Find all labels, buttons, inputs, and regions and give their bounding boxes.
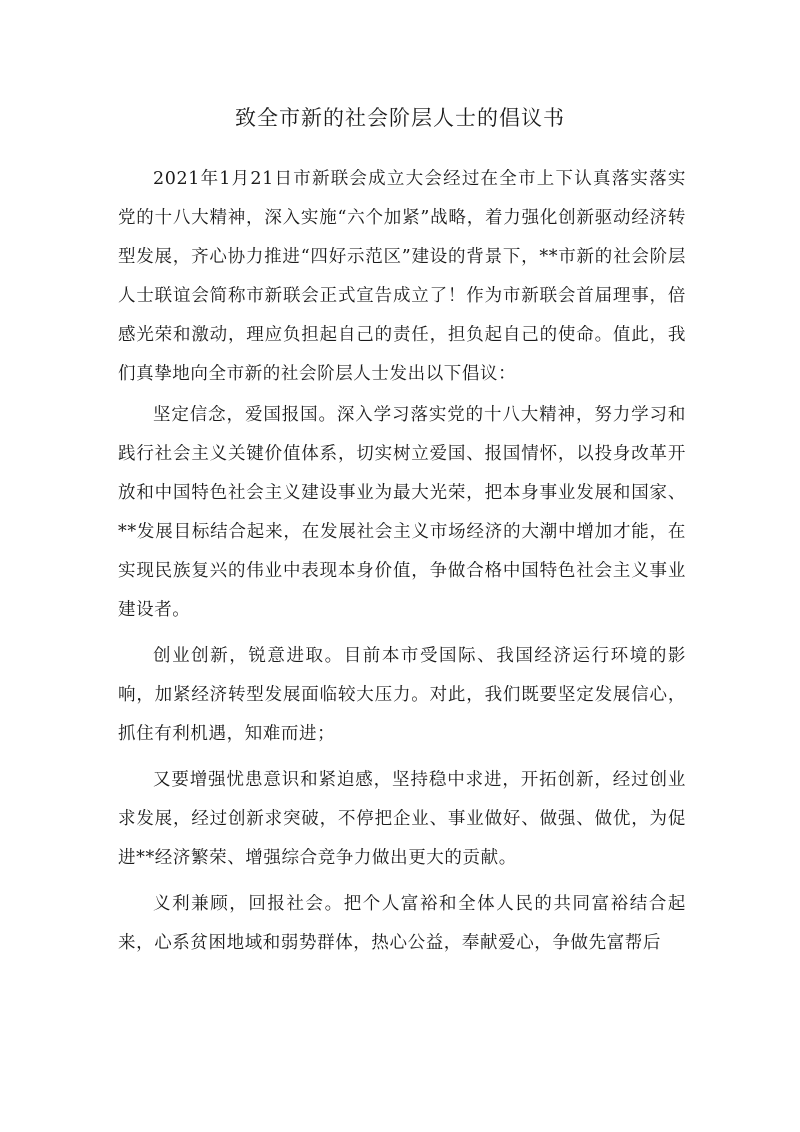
document-title: 致全市新的社会阶层人士的倡议书 (235, 106, 565, 130)
paragraph-belief: 坚定信念，爱国报国。深入学习落实党的十八大精神，努力学习和践行社会主义关键价值体系，切实树立爱国、报国情怀，以投身改革开放和中国特色社会主义建设事业为最大光荣，把本身事业发展和国家、**发展目标结合起来，在发展社会主义市场经济的大潮中增加才能，在实现民族复兴的伟业中表现本身价值，争做合格中国特色社会主义事业建设者。 (118, 405, 686, 620)
paragraph-intro: 2021年1月21日市新联会成立大会经过在全市上下认真落实落实党的十八大精神，深入实施“六个加紧”战略，着力强化创新驱动经济转型发展，齐心协力推进“四好示范区”建设的背景下，**市新的社会阶层人士联谊会简称市新联会正式宣告成立了！作为市新联会首届理事，倍感光荣和激动，理应负担起自己的责任，担负起自己的使命。值此，我们真挚地向全市新的社会阶层人士发出以下倡议： (118, 169, 686, 384)
document-body (118, 160, 686, 965)
paragraph-repay-society: 义利兼顾，回报社会。把个人富裕和全体人民的共同富裕结合起来，心系贫困地域和弱势群体，热心公益，奉献爱心，争做先富帮后 (118, 894, 686, 953)
paragraph-awareness: 又要增强忧患意识和紧迫感，坚持稳中求进，开拓创新，经过创业求发展，经过创新求突破，不停把企业、事业做好、做强、做优，为促进**经济繁荣、增强综合竞争力做出更大的贡献。 (118, 770, 686, 868)
paragraph-innovation: 创业创新，锐意进取。目前本市受国际、我国经济运行环境的影响，加紧经济转型发展面临较大压力。对此，我们既要坚定发展信心，抓住有利机遇，知难而进； (118, 646, 686, 744)
